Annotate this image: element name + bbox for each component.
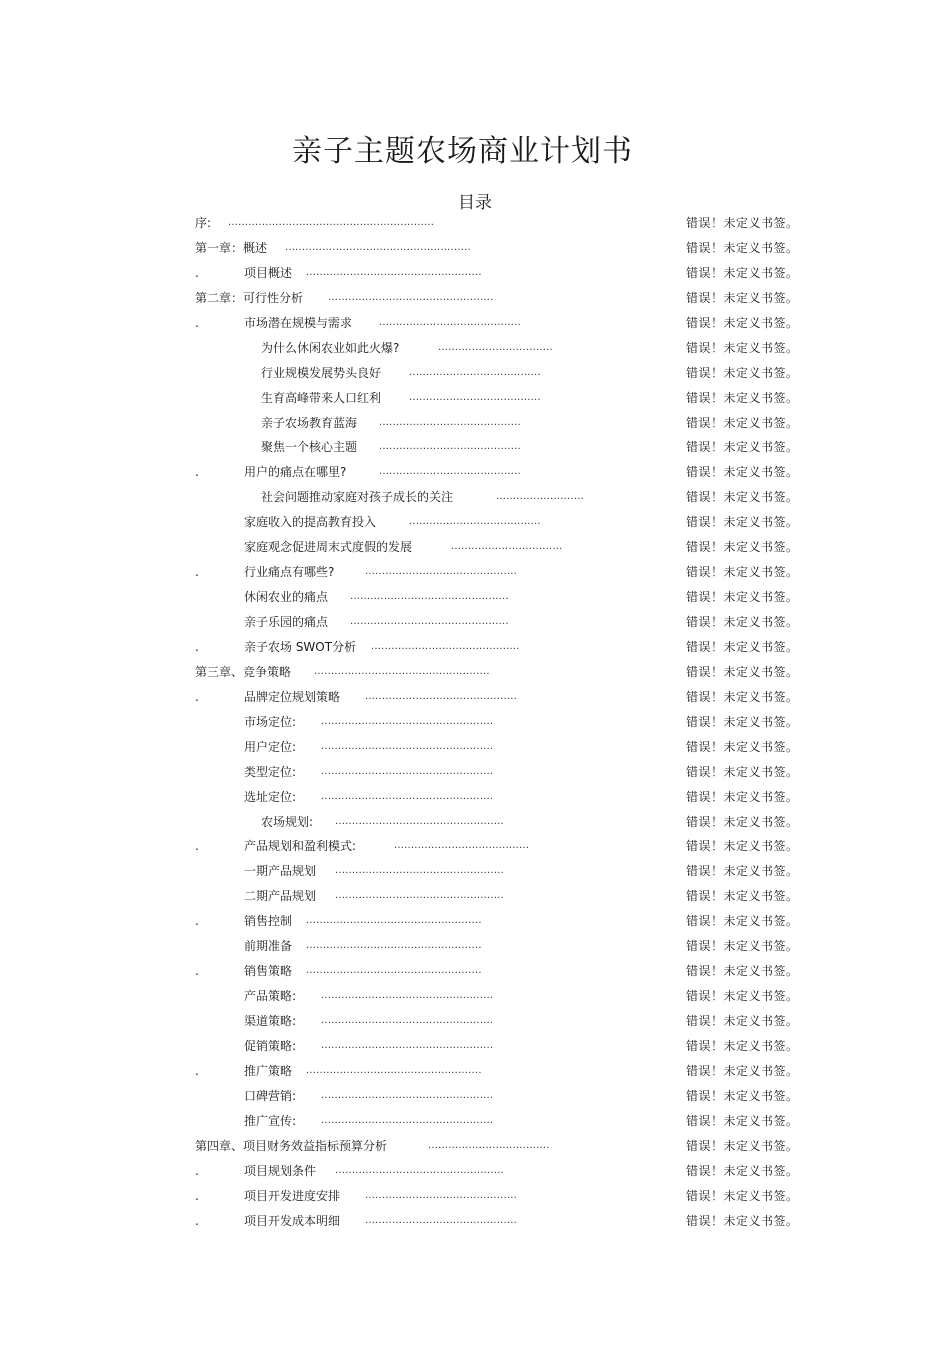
toc-entry-label: 销售控制 — [244, 914, 293, 929]
toc-entry-page-ref: 错误！未定义书签。 — [686, 689, 799, 704]
toc-entry-leader-dots: .......................................... — [379, 441, 521, 453]
toc-entry-label: 用户定位: — [244, 739, 297, 754]
toc-entry-label: 行业痛点有哪些? — [244, 565, 335, 580]
toc-entry[interactable] — [0, 286, 950, 311]
toc-entry-label: 社会问题推动家庭对孩子成长的关注 — [261, 490, 454, 505]
toc-entry-page-ref: 错误！未定义书签。 — [686, 365, 799, 380]
toc-entry[interactable] — [0, 610, 950, 635]
toc-entry-label: 亲子乐园的痛点 — [244, 615, 329, 629]
toc-entry-leader-dots: ................................. — [451, 541, 563, 553]
toc-entry-page-ref: 错误！未定义书签。 — [686, 764, 799, 779]
toc-entry-page-ref: 错误！未定义书签。 — [686, 490, 799, 505]
toc-entry-label: 亲子农场教育蓝海 — [261, 415, 358, 430]
toc-entry-label: 项目规划条件 — [244, 1163, 317, 1178]
toc-entry-label: 序: — [195, 216, 212, 230]
toc-entry[interactable] — [0, 660, 950, 685]
toc-entry-leader-dots: .......................................... — [379, 416, 521, 428]
toc-entry-leader-dots: ............................................... — [350, 616, 509, 627]
toc-entry[interactable] — [0, 685, 950, 710]
toc-entry-leader-dots: ............................................. — [365, 1214, 518, 1226]
toc-entry-leader-dots: ....................................... — [409, 516, 541, 528]
toc-entry[interactable] — [0, 810, 950, 835]
toc-entry-label: 用户的痛点在哪里? — [244, 465, 347, 480]
toc-entry-page-ref: 错误！未定义书签。 — [686, 914, 799, 929]
toc-entry-page-ref: 错误！未定义书签。 — [686, 340, 799, 355]
toc-entry-page-ref: 错误！未定义书签。 — [686, 315, 799, 330]
toc-entry-page-ref: 错误！未定义书签。 — [686, 1138, 799, 1153]
toc-entry-label: 第三章、竞争策略 — [195, 664, 292, 679]
toc-entry-label: 推广策略 — [244, 1063, 293, 1078]
toc-entry-page-ref: 错误！未定义书签。 — [686, 739, 799, 754]
toc-entry-page-ref: 错误！未定义书签。 — [686, 290, 799, 305]
toc-entry-leader-dots: ................................................. — [328, 291, 494, 303]
toc-entry-leader-dots: .......................... — [496, 491, 584, 503]
toc-entry-page-ref: 错误！未定义书签。 — [686, 1088, 799, 1103]
table-of-contents — [0, 211, 950, 1233]
toc-entry[interactable] — [0, 560, 950, 585]
toc-entry-label: 产品策略: — [244, 989, 297, 1004]
toc-entry-leader-dots: .................................................... — [306, 266, 482, 278]
toc-entry-leader-dots: ................................................... — [321, 1039, 494, 1051]
toc-entry-label: 前期准备 — [244, 939, 293, 954]
toc-entry-label: 口碑营销: — [244, 1088, 297, 1103]
toc-entry-page-ref: 错误！未定义书签。 — [686, 789, 799, 804]
document-title: 亲子主题农场商业计划书 — [292, 134, 633, 169]
toc-entry-page-ref: 错误！未定义书签。 — [686, 240, 799, 255]
toc-entry[interactable] — [0, 510, 950, 535]
toc-entry-marker: . — [195, 1063, 199, 1078]
toc-entry[interactable] — [0, 1184, 950, 1209]
toc-entry-label: 第一章：概述 — [195, 240, 268, 255]
toc-entry-leader-dots: ....................................... — [409, 366, 541, 378]
toc-entry-label: 农场规划: — [261, 814, 314, 829]
toc-entry-leader-dots: ................................................... — [321, 1114, 494, 1126]
toc-entry-marker: . — [195, 914, 199, 929]
toc-entry[interactable] — [0, 984, 950, 1009]
toc-entry-leader-dots: ............................................. — [365, 690, 518, 702]
toc-entry-marker: . — [195, 1188, 199, 1203]
toc-entry[interactable] — [0, 460, 950, 485]
toc-entry-page-ref: 错误！未定义书签。 — [686, 1163, 799, 1178]
toc-entry[interactable] — [0, 261, 950, 286]
toc-entry-label: 销售策略 — [244, 964, 293, 979]
toc-entry-page-ref: 错误！未定义书签。 — [686, 989, 799, 1004]
toc-entry[interactable] — [0, 909, 950, 934]
toc-entry-page-ref: 错误！未定义书签。 — [686, 390, 799, 405]
toc-entry[interactable] — [0, 1059, 950, 1084]
toc-entry-page-ref: 错误！未定义书签。 — [686, 714, 799, 729]
toc-entry-leader-dots: .................................................. — [335, 1164, 504, 1176]
toc-entry-marker: . — [195, 689, 199, 704]
toc-entry-leader-dots: .................................................... — [306, 1064, 482, 1076]
toc-entry[interactable] — [0, 959, 950, 984]
toc-entry[interactable] — [0, 311, 950, 336]
toc-entry-leader-dots: .................................. — [438, 341, 553, 353]
toc-entry[interactable] — [0, 735, 950, 760]
toc-entry[interactable] — [0, 1034, 950, 1059]
toc-entry-label: 为什么休闲农业如此火爆? — [261, 340, 400, 355]
toc-entry[interactable] — [0, 785, 950, 810]
toc-entry[interactable] — [0, 1009, 950, 1034]
toc-entry-marker: . — [195, 265, 199, 280]
toc-entry-leader-dots: ............................................... — [350, 591, 509, 603]
toc-entry-page-ref: 错误！未定义书签。 — [686, 415, 799, 430]
toc-entry-leader-dots: ................................................... — [321, 765, 494, 777]
toc-entry-leader-dots: ................................................... — [321, 715, 494, 727]
toc-entry-marker: . — [195, 565, 199, 580]
toc-entry-leader-dots: ........................................ — [394, 840, 530, 852]
toc-entry-page-ref: 错误！未定义书签。 — [686, 939, 799, 954]
toc-entry-page-ref: 错误！未定义书签。 — [686, 639, 799, 654]
toc-entry[interactable] — [0, 1109, 950, 1134]
toc-entry[interactable] — [0, 1209, 950, 1234]
toc-entry-marker: . — [195, 964, 199, 979]
toc-entry-label: 第四章、项目财务效益指标预算分析 — [195, 1138, 388, 1153]
toc-entry-page-ref: 错误！未定义书签。 — [686, 216, 799, 230]
toc-entry-leader-dots: .................................................... — [306, 965, 482, 977]
toc-entry-page-ref: 错误！未定义书签。 — [686, 1038, 799, 1053]
toc-entry-leader-dots: .................................................... — [314, 665, 490, 677]
toc-entry-leader-dots: ............................................. — [365, 566, 518, 578]
toc-entry-label: 产品规划和盈利模式: — [244, 839, 357, 854]
toc-entry-leader-dots: ................................................... — [321, 790, 494, 802]
toc-entry-label: 推广宣传: — [244, 1113, 297, 1128]
toc-entry-page-ref: 错误！未定义书签。 — [686, 864, 799, 879]
toc-entry[interactable] — [0, 361, 950, 386]
toc-entry-marker: . — [195, 1163, 199, 1178]
toc-entry[interactable] — [0, 1159, 950, 1184]
toc-entry-leader-dots: .................................... — [428, 1139, 550, 1151]
toc-entry-leader-dots: ................................................... — [321, 740, 494, 752]
toc-entry-leader-dots: .......................................... — [379, 466, 521, 478]
toc-entry-page-ref: 错误！未定义书签。 — [686, 265, 799, 280]
toc-entry[interactable] — [0, 635, 950, 660]
toc-entry-label: 聚焦一个核心主题 — [261, 440, 358, 455]
toc-entry-page-ref: 错误！未定义书签。 — [686, 1213, 799, 1228]
toc-entry-page-ref: 错误！未定义书签。 — [686, 1188, 799, 1203]
toc-entry-leader-dots: .................................................. — [335, 815, 504, 827]
toc-entry-page-ref: 错误！未定义书签。 — [686, 814, 799, 829]
toc-entry-label: 家庭收入的提高教育投入 — [244, 515, 377, 530]
toc-entry-page-ref: 错误！未定义书签。 — [686, 515, 799, 530]
toc-entry-marker: . — [195, 315, 199, 330]
toc-entry-label: 促销策略: — [244, 1038, 297, 1053]
toc-entry[interactable] — [0, 386, 950, 411]
toc-entry-label: 市场潜在规模与需求 — [244, 315, 353, 330]
toc-entry-page-ref: 错误！未定义书签。 — [686, 615, 799, 629]
toc-entry-page-ref: 错误！未定义书签。 — [686, 664, 799, 679]
toc-entry-page-ref: 错误！未定义书签。 — [686, 889, 799, 904]
toc-entry[interactable] — [0, 1084, 950, 1109]
toc-entry[interactable] — [0, 435, 950, 460]
toc-entry[interactable] — [0, 485, 950, 510]
toc-entry[interactable] — [0, 834, 950, 859]
toc-entry-label: 休闲农业的痛点 — [244, 590, 329, 605]
toc-entry-label: 项目开发进度安排 — [244, 1188, 341, 1203]
toc-entry-page-ref: 错误！未定义书签。 — [686, 540, 799, 555]
toc-entry-leader-dots: .................................................... — [306, 915, 482, 927]
toc-entry-leader-dots: ....................................................... — [285, 241, 471, 253]
toc-entry-label: 类型定位: — [244, 764, 297, 779]
toc-entry-page-ref: 错误！未定义书签。 — [686, 1113, 799, 1128]
toc-entry-label: 选址定位: — [244, 789, 297, 804]
toc-entry-label: 一期产品规划 — [244, 864, 317, 879]
toc-entry[interactable] — [0, 336, 950, 361]
toc-entry-page-ref: 错误！未定义书签。 — [686, 1063, 799, 1078]
toc-entry-leader-dots: ....................................... — [409, 391, 541, 403]
toc-entry-page-ref: 错误！未定义书签。 — [686, 590, 799, 605]
toc-entry[interactable] — [0, 211, 950, 236]
toc-entry-leader-dots: ................................................... — [321, 990, 494, 1002]
toc-entry-marker: . — [195, 639, 199, 654]
toc-entry-leader-dots: ................................................... — [321, 1015, 494, 1026]
toc-entry-label: 行业规模发展势头良好 — [261, 365, 382, 380]
toc-entry-page-ref: 错误！未定义书签。 — [686, 565, 799, 580]
toc-entry[interactable] — [0, 1134, 950, 1159]
toc-entry-page-ref: 错误！未定义书签。 — [686, 964, 799, 979]
toc-entry-leader-dots: .......................................... — [379, 316, 521, 328]
toc-entry-page-ref: 错误！未定义书签。 — [686, 465, 799, 480]
toc-entry[interactable] — [0, 760, 950, 785]
toc-entry[interactable] — [0, 411, 950, 436]
toc-entry-label: 品牌定位规划策略 — [244, 689, 341, 704]
toc-entry[interactable] — [0, 535, 950, 560]
toc-entry-page-ref: 错误！未定义书签。 — [686, 839, 799, 854]
toc-entry-label: 亲子农场 SWOT分析 — [244, 639, 357, 654]
toc-entry[interactable] — [0, 884, 950, 909]
toc-entry-leader-dots: ............................................ — [371, 640, 520, 652]
toc-entry-label: 生育高峰带来人口红利 — [261, 390, 382, 405]
toc-entry-label: 家庭观念促进周末式度假的发展 — [244, 540, 413, 555]
toc-entry-marker: . — [195, 1213, 199, 1228]
toc-entry[interactable] — [0, 585, 950, 610]
toc-entry-marker: . — [195, 839, 199, 854]
toc-entry-page-ref: 错误！未定义书签。 — [686, 1014, 799, 1028]
toc-entry-label: 二期产品规划 — [244, 889, 317, 904]
toc-entry-leader-dots: .................................................... — [306, 940, 482, 952]
toc-entry-label: 市场定位: — [244, 714, 297, 729]
toc-entry-marker: . — [195, 465, 199, 480]
toc-entry-page-ref: 错误！未定义书签。 — [686, 440, 799, 455]
toc-entry[interactable] — [0, 710, 950, 735]
toc-entry-leader-dots: ............................................. — [365, 1189, 518, 1201]
toc-entry[interactable] — [0, 859, 950, 884]
toc-entry[interactable] — [0, 236, 950, 261]
toc-heading: 目录 — [458, 193, 492, 213]
toc-entry-leader-dots: .................................................. — [335, 865, 504, 877]
toc-entry-leader-dots: ................................................... — [321, 1089, 494, 1101]
toc-entry-label: 第二章：可行性分析 — [195, 290, 304, 305]
toc-entry-label: 项目概述 — [244, 265, 293, 280]
toc-entry-label: 项目开发成本明细 — [244, 1213, 341, 1228]
toc-entry[interactable] — [0, 934, 950, 959]
toc-entry-label: 渠道策略: — [244, 1014, 297, 1028]
toc-entry-leader-dots: ............................................................. — [228, 217, 435, 228]
toc-entry-leader-dots: .................................................. — [335, 890, 504, 902]
